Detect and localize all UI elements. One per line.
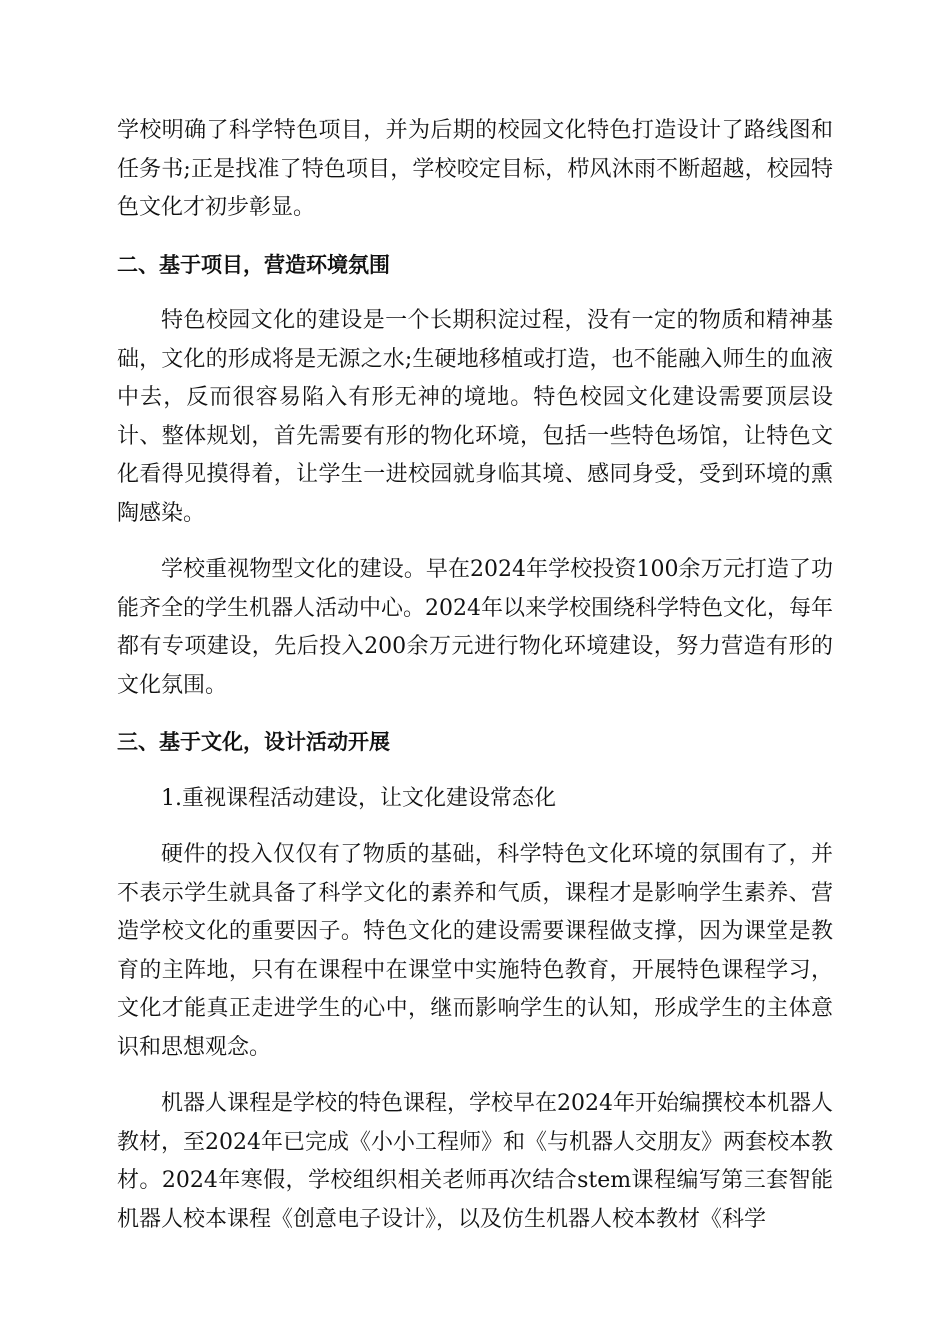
paragraph-intro: 学校明确了科学特色项目，并为后期的校园文化特色打造设计了路线图和任务书;正是找准了特色项目，学校咬定目标，栉风沐雨不断超越，校园特色文化才初步彰显。 xyxy=(117,118,833,220)
paragraph-physical-culture: 学校重视物型文化的建设。早在2024年学校投资100余万元打造了功能齐全的学生机器人活动中心。2024年以来学校围绕科学特色文化，每年都有专项建设，先后投入200余万元进行物化环境建设，努力营造有形的文化氛围。 xyxy=(117,557,833,698)
section-heading-3: 三、基于文化，设计活动开展 xyxy=(117,730,390,754)
subsection-heading-1: 1.重视课程活动建设，让文化建设常态化 xyxy=(161,785,556,811)
document-page xyxy=(117,112,833,1257)
paragraph-curriculum: 硬件的投入仅仅有了物质的基础，科学特色文化环境的氛围有了，并不表示学生就具备了科学文化的素养和气质，课程才是影响学生素养、营造学校文化的重要因子。特色文化的建设需要课程做支撑，因为课堂是教育的主阵地，只有在课程中在课堂中实施特色教育，开展特色课程学习，文化才能真正走进学生的心中，继而影响学生的认知，形成学生的主体意识和思想观念。 xyxy=(117,842,833,1060)
paragraph-robot-course: 机器人课程是学校的特色课程，学校早在2024年开始编撰校本机器人教材，至2024年已完成《小小工程师》和《与机器人交朋友》两套校本教材。2024年寒假，学校组织相关老师再次结合stem课程编写第三套智能机器人校本课程《创意电子设计》，以及仿生机器人校本教材《科学 xyxy=(117,1091,833,1232)
paragraph-culture-construction: 特色校园文化的建设是一个长期积淀过程，没有一定的物质和精神基础，文化的形成将是无源之水;生硬地移植或打造，也不能融入师生的血液中去，反而很容易陷入有形无神的境地。特色校园文化建设需要顶层设计、整体规划，首先需要有形的物化环境，包括一些特色场馆，让特色文化看得见摸得着，让学生一进校园就身临其境、感同身受，受到环境的熏陶感染。 xyxy=(117,308,833,526)
section-heading-2: 二、基于项目，营造环境氛围 xyxy=(117,252,390,277)
